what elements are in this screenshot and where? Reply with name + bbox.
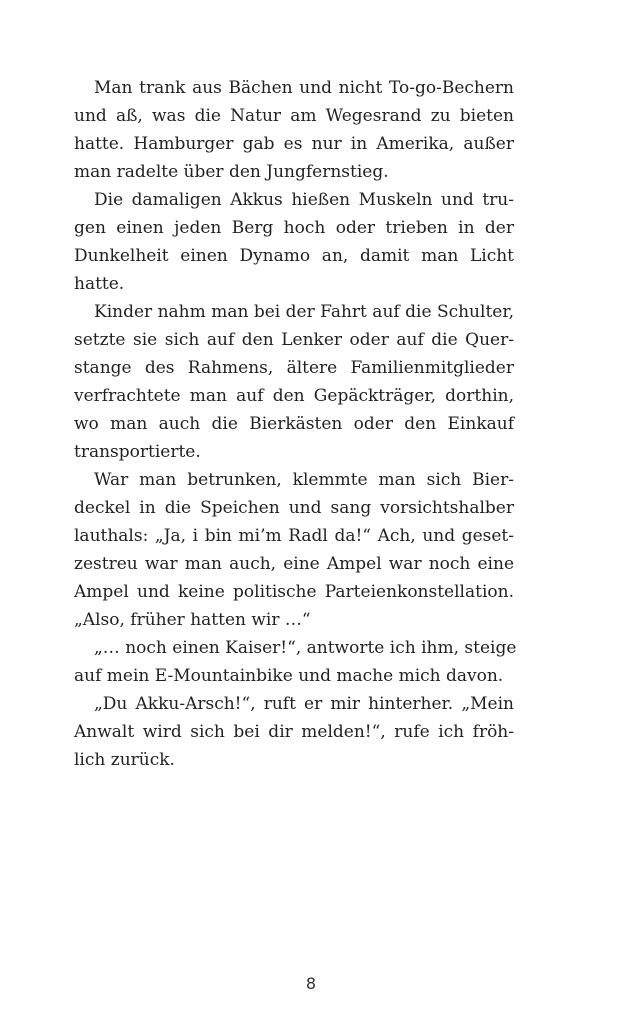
page-number: 8 [305,974,317,993]
text-line: gen einen jeden Berg hoch oder trieben in der [74,218,514,238]
text-line: hatte. [74,274,125,294]
text-line: „Also, früher hatten wir …“ [74,610,311,630]
text-line: hatte. Hamburger gab es nur in Amerika, außer [74,134,514,154]
text-line: stange des Rahmens, ältere Familienmitglieder [74,358,514,378]
text-line: zestreu war man auch, eine Ampel war noch eine [74,554,514,574]
paragraph [74,186,514,298]
text-line: Kinder nahm man bei der Fahrt auf die Schulter, [94,302,514,322]
paragraph [74,74,514,186]
text-line: lauthals: „Ja, i bin mi’m Radl da!“ Ach, und geset- [74,526,514,546]
text-line: lich zurück. [74,750,175,770]
paragraph [74,466,514,634]
text-line: „Du Akku-Arsch!“, ruft er mir hinterher. „Mein [94,694,514,714]
text-line: War man betrunken, klemmte man sich Bier- [94,470,514,490]
text-line: man radelte über den Jungfernstieg. [74,162,389,182]
text-line: verfrachtete man auf den Gepäckträger, dorthin, [74,386,514,406]
text-line: transportierte. [74,442,201,462]
paragraph [74,298,514,466]
text-line: wo man auch die Bierkästen oder den Einkauf [74,414,514,434]
text-line: Die damaligen Akkus hießen Muskeln und tru- [94,190,514,210]
paragraph [74,690,514,774]
paragraph [74,634,517,690]
text-line: setzte sie sich auf den Lenker oder auf die Quer- [74,330,514,350]
text-line: Man trank aus Bächen und nicht To-go-Bechern [94,78,514,98]
text-line: auf mein E-Mountainbike und mache mich davon. [74,666,504,686]
text-line: Anwalt wird sich bei dir melden!“, rufe ich fröh- [74,722,514,742]
text-line: deckel in die Speichen und sang vorsichtshalber [74,498,514,518]
text-line: und aß, was die Natur am Wegesrand zu bieten [74,106,514,126]
body-text [74,74,517,774]
text-line: Dunkelheit einen Dynamo an, damit man Licht [74,246,514,266]
text-line: Ampel und keine politische Parteienkonstellation. [74,582,514,602]
text-line: „… noch einen Kaiser!“, antworte ich ihm, steige [94,638,517,658]
